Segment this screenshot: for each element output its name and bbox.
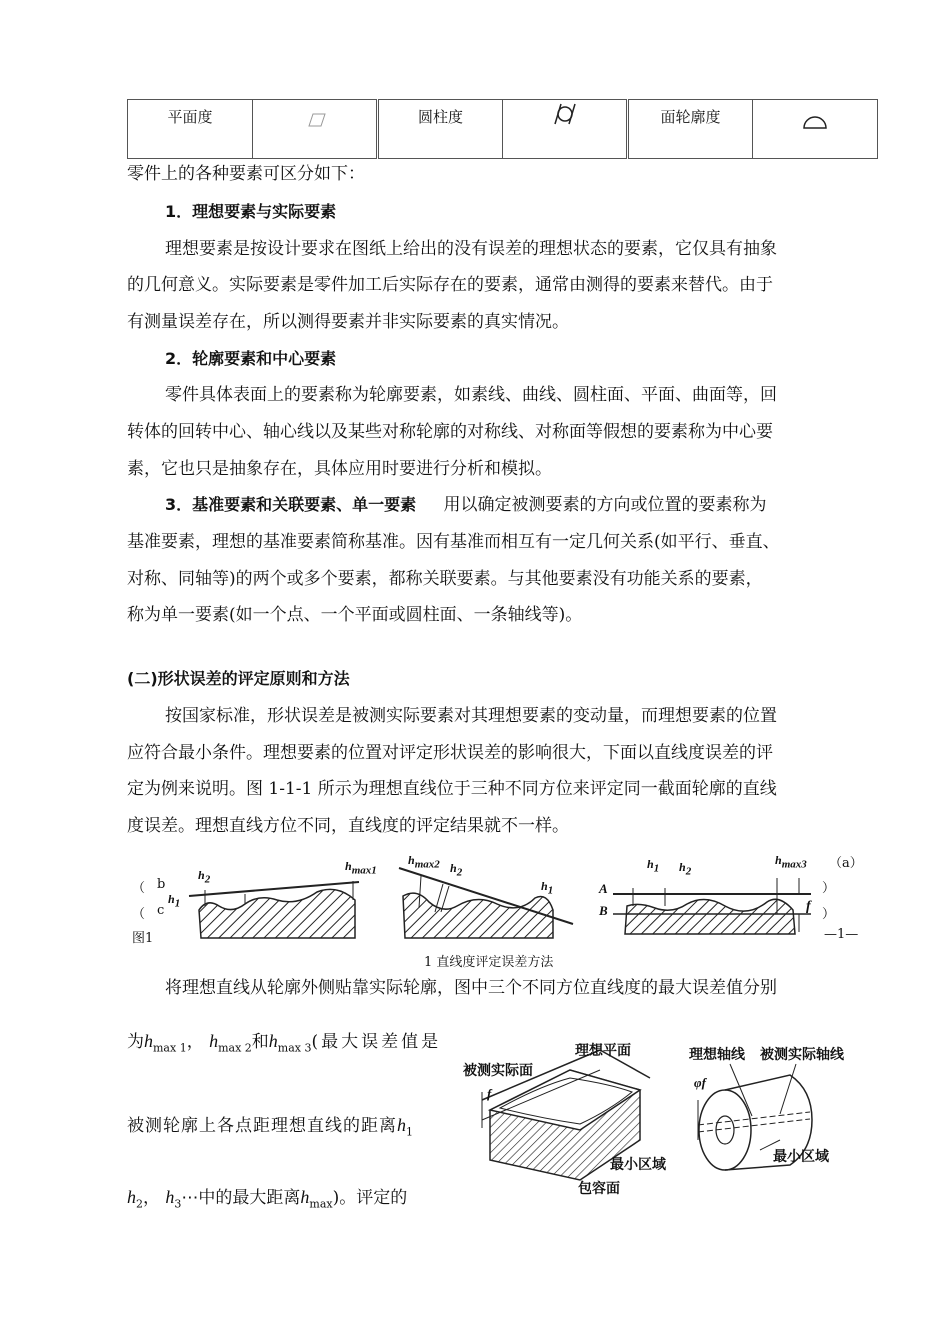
fig2-ideal-axis: 理想轴线 [689,1047,745,1063]
fig-label-f: f [806,899,811,914]
section-2-title: 2．轮廓要素和中心要素 [165,349,337,368]
fig-prefix: 图1 [132,931,154,946]
p5-line-1: 将理想直线从轮廓外侧贴靠实际轮廓，图中三个不同方位直线度的最大误差值分别 [165,978,777,998]
surface-profile-icon [800,112,830,134]
s1-line-2: 的几何意义。实际要素是零件加工后实际存在的要素，通常由测得的要素来替代。由于 [127,275,773,295]
s4-line-3: 定为例来说明。图 1-1-1 所示为理想直线位于三种不同方位来评定同一截面轮廓的直线 [127,779,777,799]
fig-label-h2-c: $h_2$ [679,860,692,878]
surface-profile-cell: 面轮廓度 [628,100,753,159]
cylindricity-symbol-cell [503,100,628,159]
s3-line-4: 称为单一要素(如一个点、一个平面或圆柱面、一条轴线等)。 [127,605,583,625]
fig2-f: f [487,1086,492,1101]
fig-label-hmax3: $h_{max3}$ [775,853,807,871]
s2-line-3: 素，它也只是抽象存在，具体应用时要进行分析和模拟。 [127,459,552,479]
fig2-min-zone-2: 最小区域 [773,1149,829,1165]
s3-line-2: 基准要素，理想的基准要素简称基准。因有基准而相互有一定几何关系(如平行、垂直、 [127,532,780,552]
fig-paren-close-1: ） [822,881,836,896]
p5-line-4: $h_2$， $h_3\cdots$中的最大距离$h_{max}$)。评定的 [127,1187,408,1211]
fig2-measured-surface: 被测实际面 [463,1063,533,1079]
figure-panel-c [613,878,811,934]
fig-label-h1-c: $h_1$ [647,857,660,875]
fig2-phi-f: φf [694,1075,706,1090]
flatness-symbol-cell [253,100,378,159]
s2-line-1: 零件具体表面上的要素称为轮廓要素，如素线、曲线、圆柱面、平面、曲面等，回 [165,385,777,405]
fig2-ideal-plane: 理想平面 [575,1043,631,1059]
fig-label-c: c [157,903,165,918]
fig-label-h2-b: $h_2$ [450,861,463,879]
s3-line-1 [165,492,910,518]
section-3-title: 3．基准要素和关联要素、单一要素 [165,495,417,514]
fig-paren-open-b: （ [132,881,146,896]
section-4-title: (二)形状误差的评定原则和方法 [127,669,350,688]
fig-label-h2-a: $h_2$ [198,868,211,886]
s3-line-3: 对称、同轴等)的两个或多个要素，都称关联要素。与其他要素没有功能关系的要素， [127,569,763,589]
s2-line-2: 转体的回转中心、轴心线以及某些对称轮廓的对称线、对称面等假想的要素称为中心要 [127,422,773,442]
straightness-figure [127,848,872,948]
s3-line-1-text: 用以确定被测要素的方向或位置的要素称为 [443,495,767,515]
surface-profile-symbol-cell [753,100,878,159]
s1-line-1: 理想要素是按设计要求在图纸上给出的没有误差的理想状态的要素，它仅具有抽象 [165,239,777,259]
fig-label-A: A [599,881,608,896]
fig-paren-close-2: ） [822,907,836,922]
fig-label-h1-a: $h_1$ [168,892,181,910]
s1-line-3: 有测量误差存在，所以测得要素并非实际要素的真实情况。 [127,312,569,332]
fig2-measured-axis: 被测实际轴线 [760,1047,844,1063]
flatness-cell: 平面度 [128,100,253,159]
s4-line-4: 度误差。理想直线方位不同，直线度的评定结果就不一样。 [127,816,569,836]
fig-label-hmax2: $h_{max2}$ [408,853,440,871]
figure-panel-a [189,881,359,938]
figure-caption: 1 直线度评定误差方法 [424,955,554,970]
fig2-min-zone: 最小区域 [610,1157,666,1173]
page-mark: —1— [824,927,859,942]
symbol-table [127,99,878,159]
fig-label-B: B [599,903,608,918]
s4-line-2: 应符合最小条件。理想要素的位置对评定形状误差的影响很大，下面以直线度误差的评 [127,743,773,763]
section-1-title: 1．理想要素与实际要素 [165,202,337,221]
intro-text: 零件上的各种要素可区分如下： [127,164,365,184]
fig-label-hmax1: $h_{max1}$ [345,859,377,877]
fig-label-b: b [157,877,166,892]
p5-line-2: 为$h_{max 1}$， $h_{max 2}$和$h_{max 3}$(最大误差值是 [127,1031,442,1055]
fig-paren-open-c: （ [132,907,146,922]
cylindricity-cell: 圆柱度 [378,100,503,159]
fig-label-h1-b: $h_1$ [541,879,554,897]
fig-label-a: （a） [829,856,863,871]
p5-line-3: 被测轮廓上各点距理想直线的距离$h_1$ [127,1115,413,1139]
cylindricity-icon [545,98,585,128]
fig2-envelope: 包容面 [578,1181,620,1197]
s4-line-1: 按国家标准，形状误差是被测实际要素对其理想要素的变动量，而理想要素的位置 [165,706,777,726]
flatness-icon [303,110,327,130]
